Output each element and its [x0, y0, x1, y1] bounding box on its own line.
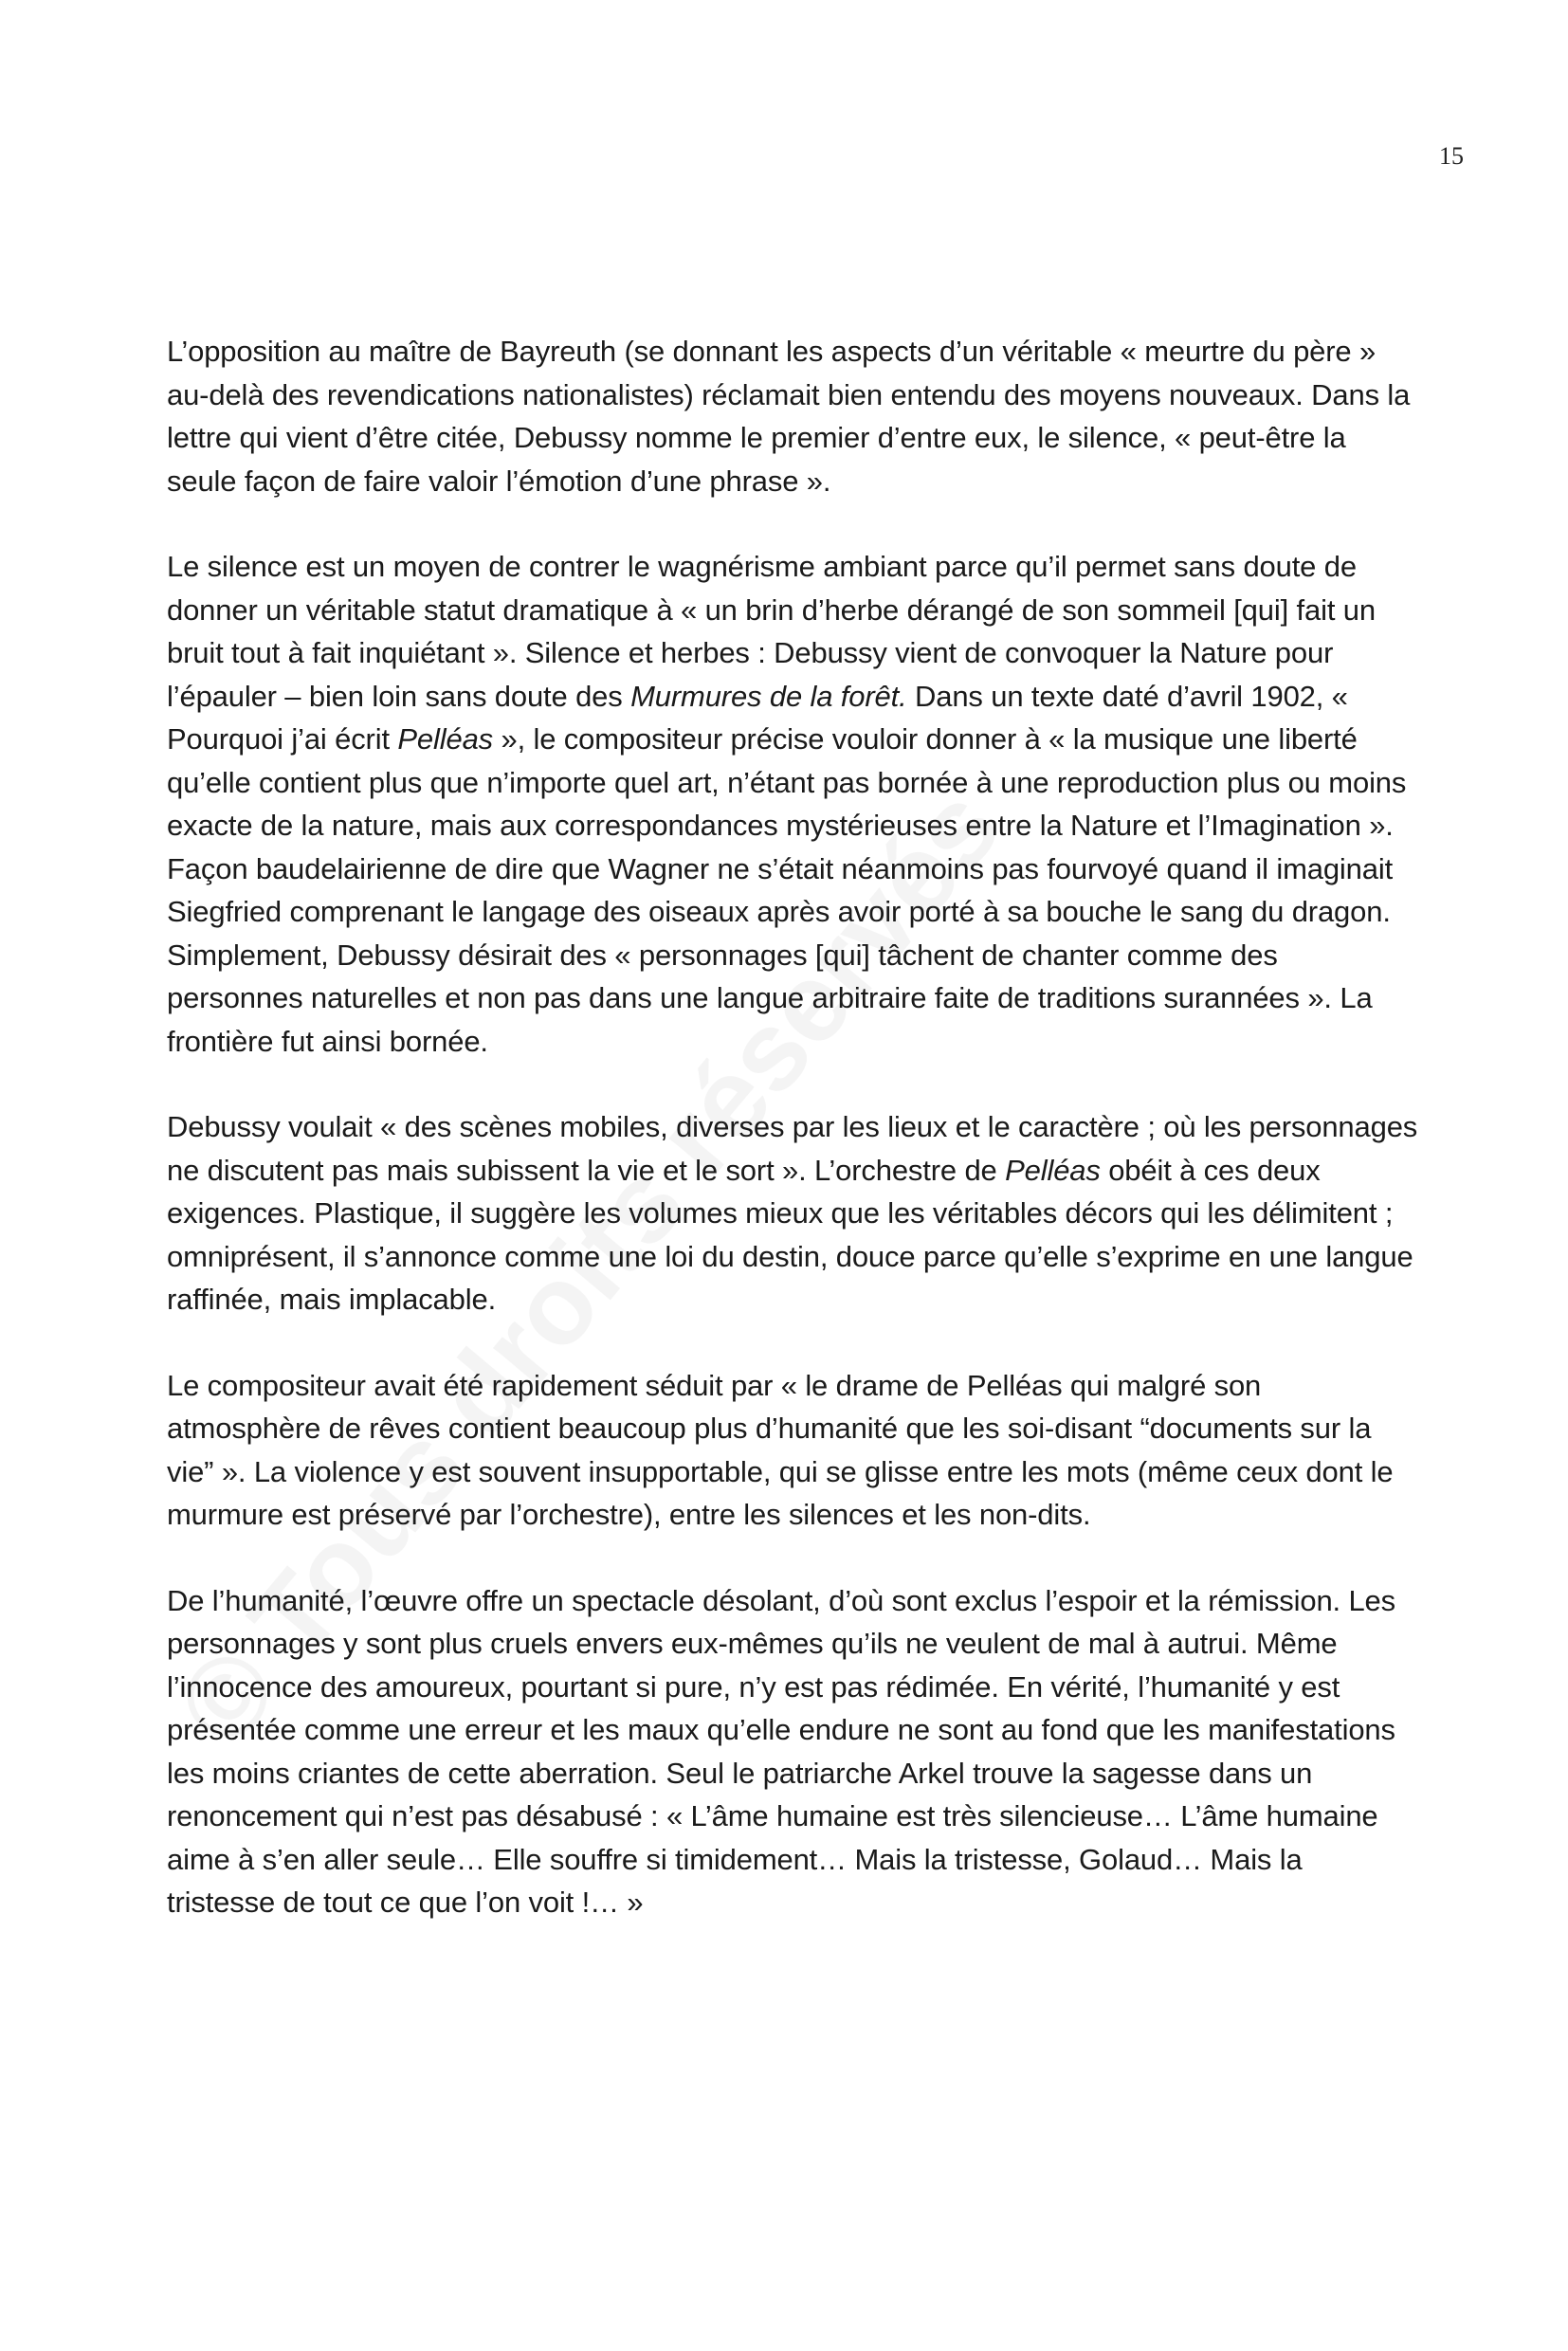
page-number: 15: [1439, 142, 1464, 170]
paragraph-2: [167, 545, 1418, 1063]
paragraph-4: [167, 1364, 1418, 1537]
text-segment: De l’humanité, l’œuvre offre un spectacle désolant, d’où sont exclus l’espoir et la rémission. Les personnages y sont plus cruels envers eux-mêmes qu’ils ne veulent de mal à autrui. Même l’innocence des amoureux, pourtant si pure, n’y est pas rédimée. En vérité, l’humanité y est présentée comme une erreur et les maux qu’elle endure ne sont au fond que les manifestations les moins criantes de cette aberration. Seul le patriarche Arkel trouve la sagesse dans un renoncement qui n’est pas désabusé : « L’âme humaine est très silencieuse… L’âme humaine aime à s’en aller seule… Elle souffre si timidement… Mais la tristesse, Golaud… Mais la tristesse de tout ce que l’on voit !… »: [167, 1583, 1395, 1919]
italic-title: Pelléas: [397, 722, 494, 756]
text-segment: L’opposition au maître de Bayreuth (se donnant les aspects d’un véritable « meurtre du père » au-delà des revendications nationalistes) réclamait bien entendu des moyens nouveaux. Dans la lettre qui vient d’être citée, Debussy nomme le premier d’entre eux, le silence, « peut-être la seule façon de faire valoir l’émotion d’une phrase ».: [167, 335, 1411, 498]
text-segment: », le compositeur précise vouloir donner à « la musique une liberté qu’elle contient plus que n’importe quel art, n’étant pas bornée à une reproduction plus ou moins exacte de la nature, mais aux correspondances mystérieuses entre la Nature et l’Imagination ». Façon baudelairienne de dire que Wagner ne s’était néanmoins pas fourvoyé quand il imaginait Siegfried comprenant le langage des oiseaux après avoir porté à sa bouche le sang du dragon. Simplement, Debussy désirait des « personnages [qui] tâchent de chanter comme des personnes naturelles et non pas dans une langue arbitraire faite de traditions surannées ». La frontière fut ainsi bornée.: [167, 722, 1407, 1058]
paragraph-5: [167, 1579, 1418, 1924]
text-segment: Le silence est un moyen de contrer le wagnérisme ambiant parce qu’il permet sans doute de donner un véritable statut dramatique à « un brin d’herbe dérangé de son sommeil [qui] fait un bruit tout à fait inquiétant ». Silence et herbes : Debussy vient de convoquer la Nature pour l’épauler – bien loin sans doute des: [167, 550, 1376, 713]
text-segment: obéit à ces deux exigences. Plastique, il suggère les volumes mieux que les véritables décors qui les délimitent ; omniprésent, il s’annonce comme une loi du destin, douce parce qu’elle s’exprime en une langue raffinée, mais implacable.: [167, 1153, 1413, 1316]
body-text: [167, 330, 1418, 1967]
text-segment: Dans un texte daté d’avril 1902, « Pourquoi j’ai écrit: [167, 679, 1348, 756]
paragraph-1: [167, 330, 1418, 502]
paragraph-3: [167, 1105, 1418, 1321]
text-segment: Le compositeur avait été rapidement séduit par « le drame de Pelléas qui malgré son atmosphère de rêves contient beaucoup plus d’humanité que les soi-disant “documents sur la vie” ». La violence y est souvent insupportable, qui se glisse entre les mots (même ceux dont le murmure est préservé par l’orchestre), entre les silences et les non-dits.: [167, 1368, 1394, 1531]
text-segment: Debussy voulait « des scènes mobiles, diverses par les lieux et le caractère ; où les personnages ne discutent pas mais subissent la vie et le sort ». L’orchestre de: [167, 1110, 1418, 1187]
italic-title: Murmures de la forêt.: [630, 679, 907, 713]
italic-title: Pelléas: [1005, 1153, 1101, 1187]
